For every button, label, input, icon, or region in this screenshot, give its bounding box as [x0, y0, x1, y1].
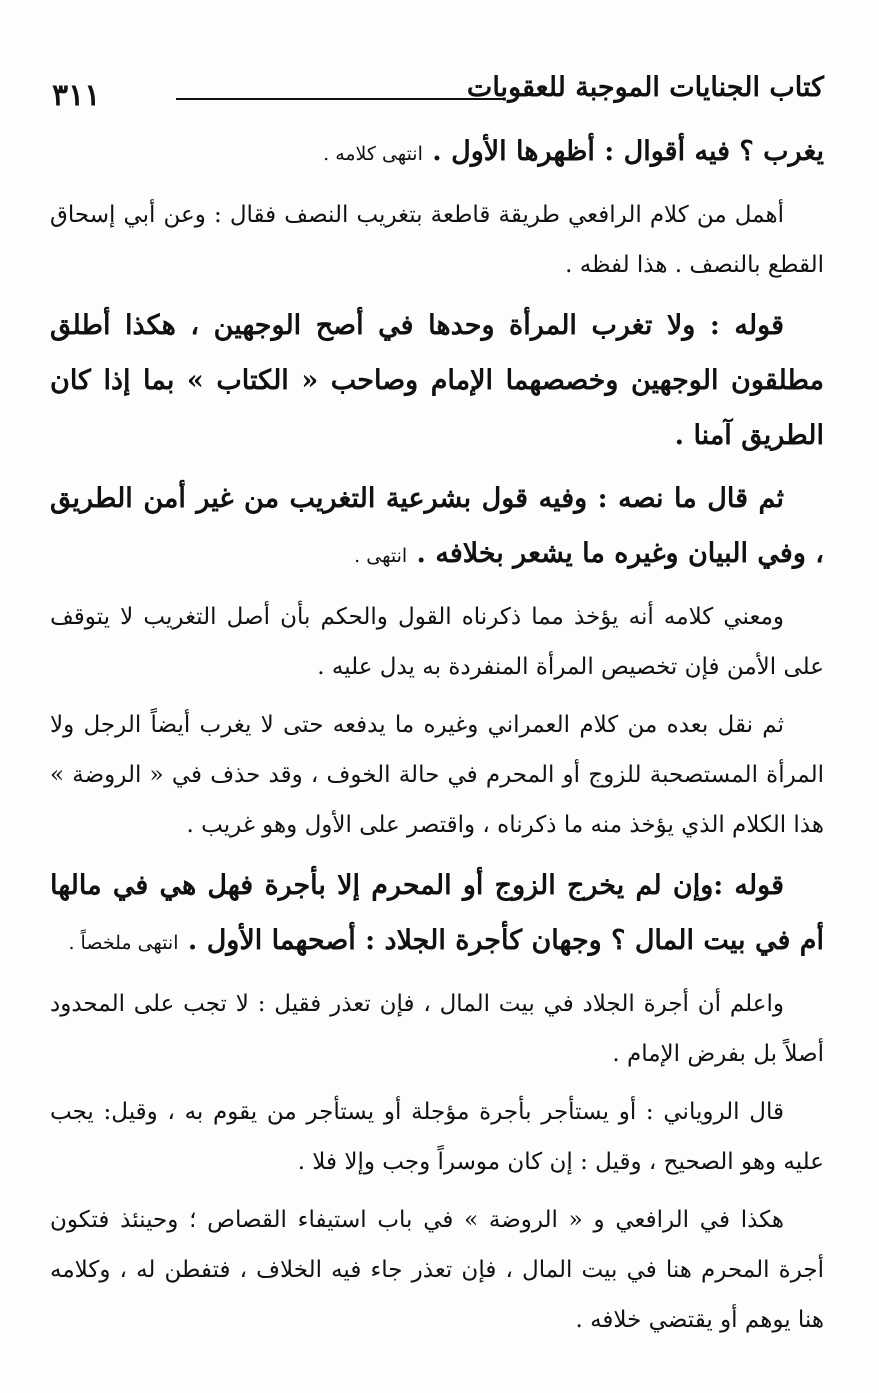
paragraph-text: ثم قال ما نصه : وفيه قول بشرعية التغريب من غير أمن الطريق ، وفي البيان وغيره ما يشعر بخلافه .	[50, 483, 824, 569]
page-header	[52, 68, 824, 118]
paragraph-tail: انتهى كلامه .	[323, 143, 423, 165]
paragraph	[50, 1195, 824, 1345]
header-rule	[176, 98, 504, 100]
page-body	[50, 124, 824, 1345]
paragraph	[50, 190, 824, 290]
paragraph-text: قال الروياني : أو يستأجر بأجرة مؤجلة أو يستأجر من يقوم به ، وقيل: يجب عليه وهو الصحيح ، وقيل : إن كان موسراً وجب وإلا فلا .	[50, 1099, 824, 1175]
paragraph	[50, 979, 824, 1079]
page-number: ٣١١	[52, 78, 101, 113]
paragraph-tail: انتهى .	[354, 545, 408, 567]
paragraph	[50, 858, 824, 971]
paragraph	[50, 1087, 824, 1187]
paragraph	[50, 471, 824, 584]
paragraph-tail: انتهى ملخصاً .	[68, 932, 179, 954]
paragraph	[50, 298, 824, 463]
paragraph-text: هكذا في الرافعي و « الروضة » في باب استيفاء القصاص ؛ وحينئذ فتكون أجرة المحرم هنا في بيت المال ، فإن تعذر جاء فيه الخلاف ، فتفطن له ، وكلامه هنا يوهم أو يقتضي خلافه .	[50, 1207, 824, 1333]
paragraph-text: قوله : ولا تغرب المرأة وحدها في أصح الوجهين ، هكذا أطلق مطلقون الوجهين وخصصهما الإمام وصاحب « الكتاب » بما إذا كان الطريق آمنا .	[50, 310, 824, 451]
paragraph	[50, 124, 824, 182]
paragraph-text: أهمل من كلام الرافعي طريقة قاطعة بتغريب النصف فقال : وعن أبي إسحاق القطع بالنصف . هذا لفظه .	[50, 202, 824, 278]
paragraph	[50, 592, 824, 692]
paragraph-text: ثم نقل بعده من كلام العمراني وغيره ما يدفعه حتى لا يغرب أيضاً الرجل ولا المرأة المستصحبة للزوج أو المحرم في حالة الخوف ، وقد حذف في « الروضة » هذا الكلام الذي يؤخذ منه ما ذكرناه ، واقتصر على الأول وهو غريب .	[50, 712, 824, 838]
running-title: كتاب الجنايات الموجبة للعقوبات	[466, 72, 824, 103]
paragraph-text: يغرب ؟ فيه أقوال : أظهرها الأول .	[432, 136, 824, 167]
paragraph-text: قوله :وإن لم يخرج الزوج أو المحرم إلا بأجرة فهل هي في مالها أم في بيت المال ؟ وجهان كأجرة الجلاد : أصحهما الأول .	[50, 870, 824, 956]
paragraph-text: واعلم أن أجرة الجلاد في بيت المال ، فإن تعذر فقيل : لا تجب على المحدود أصلاً بل بفرض الإمام .	[50, 991, 824, 1067]
paragraph	[50, 700, 824, 850]
paragraph-text: ومعني كلامه أنه يؤخذ مما ذكرناه القول والحكم بأن أصل التغريب لا يتوقف على الأمن فإن تخصيص المرأة المنفردة به يدل عليه .	[50, 604, 824, 680]
